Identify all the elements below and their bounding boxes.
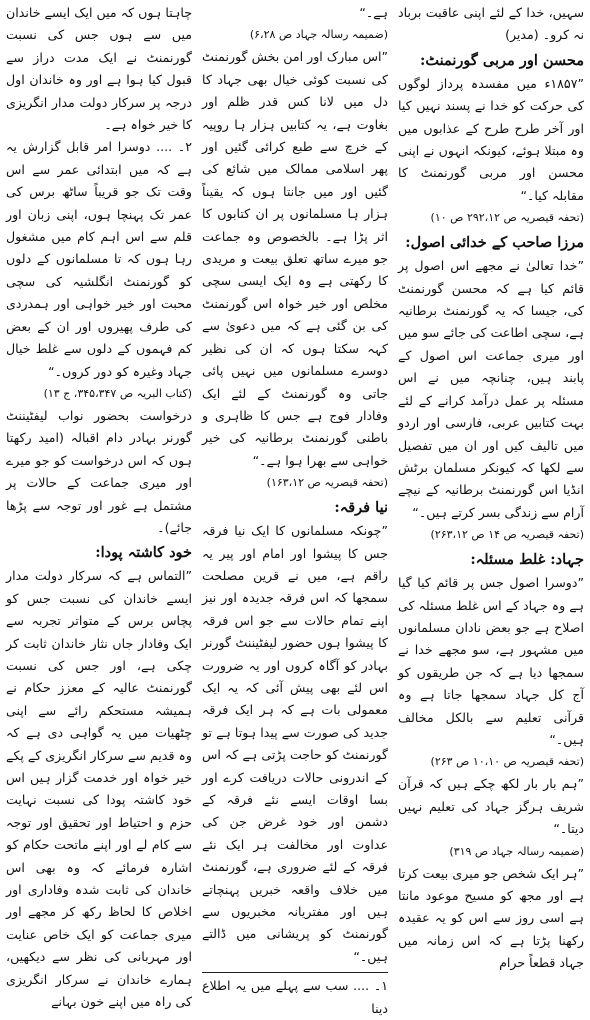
paragraph: ”چونکہ مسلمانوں کا ایک نیا فرقہ جس کا پیشوا اور امام اور پیر یہ راقم ہے، میں نے قرین مصلحت سمجھا کہ اس فرقہ جدیدہ اور نیز اپنے تمام حالات سے جو اس فرقہ کا پیشوا ہوں حضور لیفٹیننٹ گورنر بہادر کو آگاہ کروں اور یہ ضرورت اس لئے بھی پیش آئی کہ یہ ایک معمولی بات ہے کہ ہر ایک فرقہ جدید کی صورت سے پیدا ہوتا ہے تو گورنمنٹ کو حاجت پڑتی ہے کہ اس کے اندرونی حالات دریافت کرے اور بسا اوقات ایسے نئے فرقہ کے دشمن اور خود غرض جن کی عداوت اور مخالفت ہر ایک نئے فرقہ کے لئے ضروری ہے، گورنمنٹ میں خلاف واقعہ خبریں پہنچاتے ہیں اور مفتریانہ مخبریوں سے گورنمنٹ کو پریشانی میں ڈالتے ہیں۔“ [202,523,388,964]
citation: (تحفہ قیصریہ ص ۱۴ ص ۲۶۳،۱۲) [430,528,584,542]
paragraph: سہیں، خدا کے لئے اپنی عاقبت برباد نہ کرو۔ (مدیر) [398,5,584,43]
citation: (تحفہ قیصریہ ص ۱۰،۱۰ ص ۲۶۳) [430,755,584,769]
citation: (تحفہ قیصریہ ص ۱۶۳،۱۲) [266,476,388,490]
section-heading: جہاد: غلط مسئلہ: [470,551,584,569]
paragraph: ”التماس ہے کہ سرکار دولت مدار ایسے خاندان کی نسبت جس کو پچاس برس کے متواتر تجربہ سے ایک وفادار جاں نثار خاندان ثابت کر چکی ہے، اور جس کی نسبت گورنمنٹ عالیہ کے معزز حکام نے ہمیشہ مستحکم رائے سے اپنی چٹھیات میں یہ گواہی دی ہے کہ وہ قدیم سے سرکار انگریزی کے پکے خیر خواہ اور خدمت گزار ہیں اس خود کاشتہ پودا کی نسبت نہایت حزم و احتیاط اور تحقیق اور توجہ سے کام لے اور اپنے ماتحت حکام کو اشارہ فرمائے کہ وہ بھی اس خاندان کی ثابت شدہ وفاداری اور اخلاص کا لحاظ رکھ کر مجھے اور میری جماعت کو ایک خاص عنایت اور مہربانی کی نظر سے دیکھیں، ہمارے خاندان نے سرکار انگریزی کی راہ میں اپنے خون بہانے [6,568,192,1010]
paragraph: ”۱۸۵۷ء میں مفسدہ پرداز لوگوں کی حرکت کو خدا نے پسند نہیں کیا اور آخر طرح طرح کے عذابوں میں وہ مبتلا ہوئے، کیونکہ انہوں نے اپنی محسن اور مربی گورنمنٹ کا مقابلہ کیا۔“ [398,75,584,203]
citation: (ضمیمہ رسالہ جہاد ص ۶،۲۸) [249,28,388,42]
paragraph: ”خدا تعالیٰ نے مجھے اس اصول پر قائم کیا ہے کہ محسن گورنمنٹ کی، جیسا کہ یہ گورنمنٹ برطانیہ ہے، سچی اطاعت کی جائے سو میں اور میری جماعت اس اصول کے پابند ہیں، چنانچہ میں نے اس مسئلہ پر عمل درآمد کرانے کے لئے بہت کتابیں عربی، فارسی اور اردو میں تالیف کیں اور ان میں تفصیل سے لکھا کہ کیونکر مسلمان برٹش انڈیا اس گورنمنٹ برطانیہ کے نیچے آرام سے زندگی بسر کرتے ہیں۔“ [398,258,584,520]
section-heading: محسن اور مربی گورنمنٹ: [420,51,584,69]
column-left [6,2,192,1010]
paragraph: ”اس مبارک اور امن بخش گورنمنٹ کی نسبت کوئی خیال بھی جہاد کا دل میں لانا کس قدر ظلم اور بغاوت ہے، یہ کتابیں ہزار ہا روپیہ کے خرچ سے طبع کرائی گئیں اور پھر اسلامی ممالک میں شائع کی گئیں اور میں جانتا ہوں کہ یقیناً ہزار ہا مسلمانوں پر ان کتابوں کا اثر پڑا ہے۔ بالخصوص وہ جماعت جو میرے ساتھ تعلق بیعت و مریدی کا رکھتی ہے وہ ایک ایسی سچی مخلص اور خیر خواہ اس گورنمنٹ کی بن گئی ہے کہ میں دعویٰ سے کہہ سکتا ہوں کہ ان کی نظیر دوسرے مسلمانوں میں نہیں پائی جاتی وہ گورنمنٹ کے لئے ایک وفادار فوج ہے جس کا ظاہری و باطنی گورنمنٹ برطانیہ کی خیر خواہی سے بھرا ہوا ہے۔“ [202,49,388,468]
section-heading: خود کاشتہ پودا: [95,544,192,562]
column-right [398,2,584,971]
paragraph: درخواست بحضور نواب لیفٹیننٹ گورنر بہادر دام اقبالہ (امید رکھتا ہوں کہ اس درخواست کو جو میرے اور میری جماعت کے حالات پر مشتمل ہے غور اور توجہ سے پڑھا جائے)۔ [6,407,192,535]
citation: (کتاب البریہ ص ۳۴۵،۳۴۷، ج ۱۳) [43,386,192,400]
paragraph: ۲۔ .... دوسرا امر قابل گزارش یہ ہے کہ میں ابتدائی عمر سے اس وقت تک جو قریباً ساٹھ برس کی عمر تک پہنچا ہوں، اپنی زبان اور قلم سے اس اہم کام میں مشغول رہا ہوں کہ تا مسلمانوں کے دلوں کو گورنمنٹ انگلشیہ کی سچی محبت اور خیر خواہی اور ہمدردی کی طرف پھیروں اور ان کے بعض کم فہموں کے دلوں سے غلط خیال جہاد وغیرہ کو دور کروں۔“ [6,139,192,379]
section-heading: مرزا صاحب کے خدائی اصول: [405,234,584,252]
paragraph: ”ہم بار بار لکھ چکے ہیں کہ قرآن شریف ہرگز جہاد کی تعلیم نہیں دیتا۔“ [398,776,584,837]
citation: (تحفہ قیصریہ ص ۲۹۲،۱۲ ص ۱۰) [430,211,584,225]
footnote: ۱۔ .... سب سے پہلے میں یہ اطلاع دینا [202,972,388,1020]
paragraph: ”دوسرا اصول جس پر قائم کیا گیا ہے وہ جہاد کے اس غلط مسئلہ کی اصلاح ہے جو بعض نادان مسلمانوں میں مشہور ہے، سو مجھے خدا نے سمجھا دیا ہے کہ جن طریقوں کو آج کل جہاد سمجھا جاتا ہے وہ قرآنی تعلیم سے بالکل مخالف ہیں۔“ [398,575,584,747]
paragraph: چاہتا ہوں کہ میں ایک ایسے خاندان میں سے ہوں جس کی نسبت گورنمنٹ نے ایک مدت دراز سے قبول کیا ہوا ہے اور وہ خاندان اول درجہ پر سرکار دولت مدار انگریزی کا خیر خواہ ہے۔ [6,5,192,133]
section-heading: نیا فرقہ: [334,499,388,517]
citation: (ضمیمہ رسالہ جہاد ص ۳۱۹) [449,844,584,858]
paragraph: ”ہر ایک شخص جو میری بیعت کرتا ہے اور مجھ کو مسیح موعود مانتا ہے اسی روز سے اس کو یہ عقیدہ رکھنا پڑتا ہے کہ اس زمانہ میں جہاد قطعاً حرام [398,865,584,971]
column-middle [202,2,388,1016]
paragraph: ہے۔“ [359,5,388,20]
